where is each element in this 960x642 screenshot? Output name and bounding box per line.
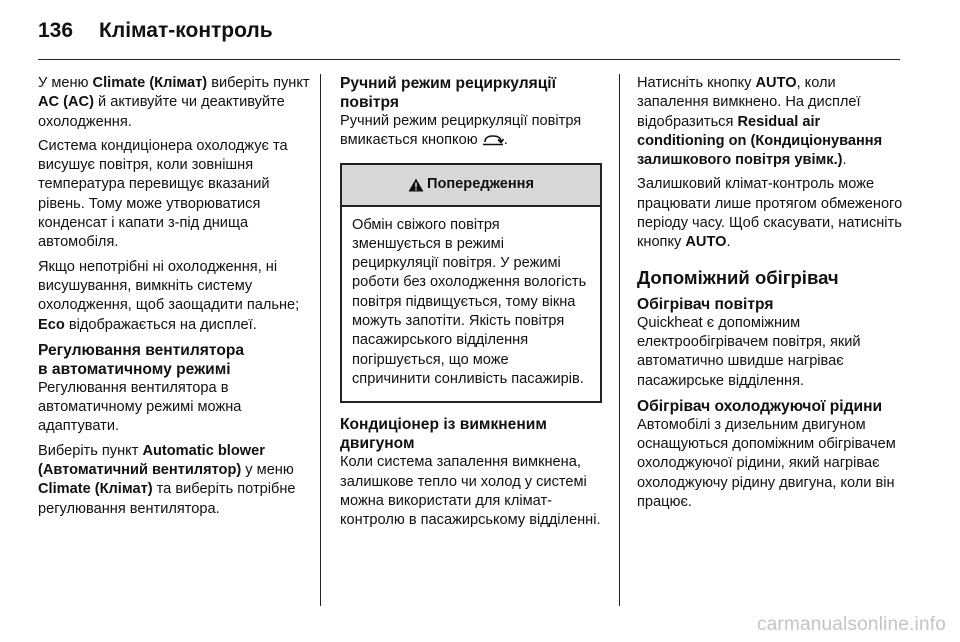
warning-title: Попередження (426, 175, 535, 192)
header-rule (38, 59, 900, 60)
recirculation-paragraph: Ручний режим рециркуляції повітря вмикається кнопкою . (340, 113, 582, 149)
warning-header (342, 165, 600, 207)
residual-ac-message: Residual air conditioning on (Кондиціонування залишкового повітря увімк.) (637, 113, 883, 169)
section-title: Клімат-контроль (99, 19, 273, 42)
coolant-heater-heading: Обігрівач охолоджуючої рідини (637, 397, 883, 415)
menu-automatic-blower-text: Automatic blower (Автоматичний вентилятор) (38, 442, 265, 479)
watermark-text: carmanualsonline.info (756, 614, 946, 635)
fan-select-paragraph: Виберіть пункт Automatic blower (Автоматичний вентилятор) у меню Climate (Клімат) та виберіть потрібне регулювання вентилятора. (38, 442, 296, 517)
menu-ac-text: AC (AC) (38, 94, 94, 111)
engine-off-paragraph: Коли система запалення вимкнена, залишкове тепло чи холод у системі можна використати для клімат-контролю в пасажирському відділенні. (340, 454, 601, 529)
column-3 (637, 74, 905, 517)
air-heater-paragraph: Quickheat є допоміжним електрообігрівачем повітря, який автоматично швидше нагріває пасажирське відділення. (637, 314, 861, 389)
warning-box (340, 163, 602, 404)
residual-duration-paragraph: Залишковий клімат-контроль може працювати лише протягом обмеженого періоду часу. Щоб скасувати, натисніть кнопку AUTO. (637, 176, 903, 251)
column-2 (340, 74, 602, 535)
column-divider-1 (320, 74, 321, 606)
page-number: 136 (38, 19, 74, 42)
auto-button-paragraph: Натисніть кнопку AUTO, коли запалення вимкнено. На дисплеї відобразиться Residual air conditioning on (Кондиціонування залишкового повітря увімк.). (637, 75, 883, 169)
fan-auto-heading: Регулювання вентилятора в автоматичному режимі (38, 341, 245, 378)
air-heater-heading: Обігрівач повітря (637, 295, 774, 313)
auto-button-text-2: AUTO (685, 234, 727, 251)
eco-paragraph: Якщо непотрібні ні охолодження, ні висушування, вимкніть систему охолодження, щоб заощадити пальне; Eco відображається на дисплеї. (38, 258, 300, 333)
auxiliary-heater-heading: Допоміжний обігрівач (637, 266, 839, 288)
auto-button-text: AUTO (755, 75, 797, 91)
engine-off-ac-heading: Кондиціонер із вимкненим двигуном (340, 416, 547, 453)
ac-paragraph: У меню Climate (Клімат) виберіть пункт AC (AC) й активуйте чи деактивуйте охолодження. (38, 75, 310, 130)
column-1 (38, 74, 310, 524)
ac-system-paragraph: Система кондиціонера охолоджує та висушує повітря, коли зовнішня температура перевищує вказаний рівень. Тому може утворюватися конденсат і капати з-під днища автомобіля. (38, 137, 288, 251)
recirculation-heading: Ручний режим рециркуляції повітря (340, 75, 557, 111)
page-header (38, 14, 273, 48)
column-divider-2 (619, 74, 620, 606)
fan-auto-paragraph: Регулювання вентилятора в автоматичному режимі можна адаптувати. (38, 379, 242, 435)
eco-text: Eco (38, 316, 65, 333)
warning-text: Обмін свіжого повітря зменшується в режимі рециркуляції повітря. У режимі роботи без охолодження вологість повітря підвищується, тому вікна можуть запотіти. Якість повітря пасажирського відділення погіршується, що може спричинити сонливість пасажирів. (352, 216, 587, 387)
warning-triangle-icon (408, 178, 424, 192)
menu-climate-text-2: Climate (Клімат) (38, 481, 153, 498)
menu-climate-text: Climate (Клімат) (92, 75, 208, 91)
air-recirculation-icon (482, 134, 504, 146)
coolant-heater-paragraph: Автомобілі з дизельним двигуном оснащуються допоміжним обігрівачем охолоджуючої рідини, який нагріває охолоджуючу рідину двигуна, коли він працює. (637, 416, 896, 511)
